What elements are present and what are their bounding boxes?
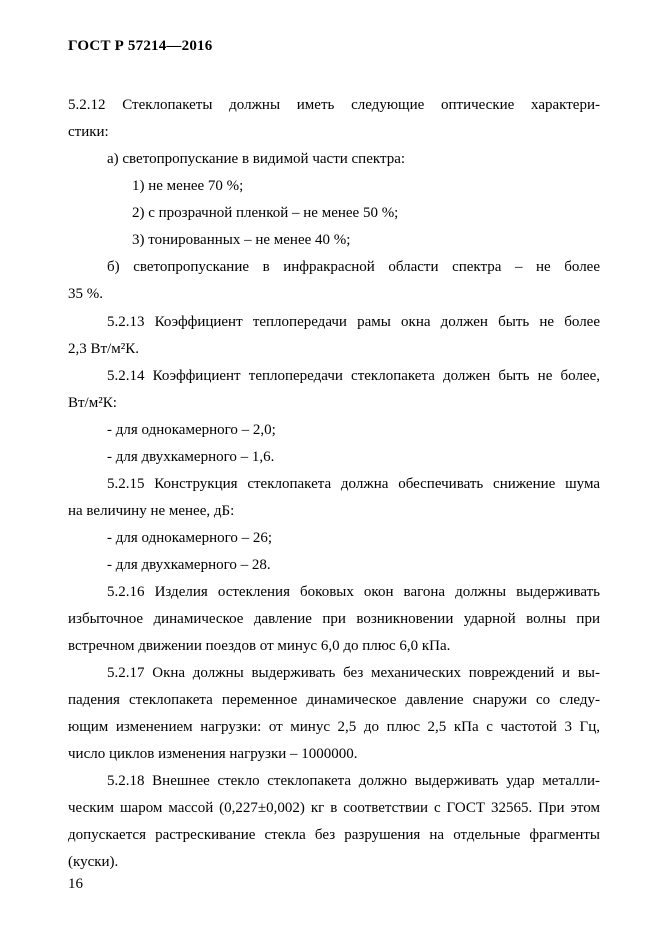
section-5-2-12-line-1: 5.2.12 Стеклопакеты должны иметь следующие оптические характери-	[68, 97, 600, 113]
section-5-2-14-line-2: Вт/м²К:	[68, 395, 117, 411]
section-5-2-18-line-1: 5.2.18 Внешнее стекло стеклопакета должно выдерживать удар металли-	[107, 773, 600, 789]
list-item-double-chamber-heat: - для двухкамерного – 1,6.	[107, 449, 275, 465]
section-5-2-17-line-2: падения стеклопакета переменное динамическое давление снаружи со следу-	[68, 692, 600, 708]
list-item-single-chamber-noise: - для однокамерного – 26;	[107, 530, 273, 546]
section-5-2-16-line-3: встречном движении поездов от минус 6,0 до плюс 6,0 кПа.	[68, 638, 451, 654]
section-5-2-18-line-4: (куски).	[68, 854, 119, 870]
list-item-b-line-2: 35 %.	[68, 286, 103, 302]
section-5-2-12-line-2: стики:	[68, 124, 109, 140]
list-item-a-3: 3) тонированных – не менее 40 %;	[132, 232, 351, 248]
list-item-a-1: 1) не менее 70 %;	[132, 178, 244, 194]
section-5-2-18-line-3: допускается растрескивание стекла без разрушения на отдельные фрагменты	[68, 827, 600, 843]
list-item-single-chamber-heat: - для однокамерного – 2,0;	[107, 422, 276, 438]
list-item-double-chamber-noise: - для двухкамерного – 28.	[107, 557, 271, 573]
section-5-2-18-line-2: ческим шаром массой (0,227±0,002) кг в соответствии с ГОСТ 32565. При этом	[68, 800, 600, 816]
section-5-2-16-line-2: избыточное динамическое давление при возникновении ударной волны при	[68, 611, 600, 627]
section-5-2-15-line-1: 5.2.15 Конструкция стеклопакета должна обеспечивать снижение шума	[107, 476, 600, 492]
section-5-2-17-line-3: ющим изменением нагрузки: от минус 2,5 до плюс 2,5 кПа с частотой 3 Гц,	[68, 719, 600, 735]
section-5-2-13-line-2: 2,3 Вт/м²К.	[68, 341, 139, 357]
page-number: 16	[68, 876, 83, 892]
section-5-2-15-line-2: на величину не менее, дБ:	[68, 503, 235, 519]
section-5-2-17-line-1: 5.2.17 Окна должны выдерживать без механических повреждений и вы-	[107, 665, 600, 681]
list-item-a-2: 2) с прозрачной пленкой – не менее 50 %;	[132, 205, 399, 221]
section-5-2-17-line-4: число циклов изменения нагрузки – 1000000.	[68, 746, 358, 762]
list-item-b-line-1: б) светопропускание в инфракрасной области спектра – не более	[107, 259, 600, 275]
section-5-2-13-line-1: 5.2.13 Коэффициент теплопередачи рамы окна должен быть не более	[107, 314, 600, 330]
section-5-2-16-line-1: 5.2.16 Изделия остекления боковых окон вагона должны выдерживать	[107, 584, 600, 600]
section-5-2-14-line-1: 5.2.14 Коэффициент теплопередачи стеклопакета должен быть не более,	[107, 368, 600, 384]
list-item-a: а) светопропускание в видимой части спектра:	[107, 151, 406, 167]
document-header: ГОСТ Р 57214—2016	[68, 38, 213, 54]
